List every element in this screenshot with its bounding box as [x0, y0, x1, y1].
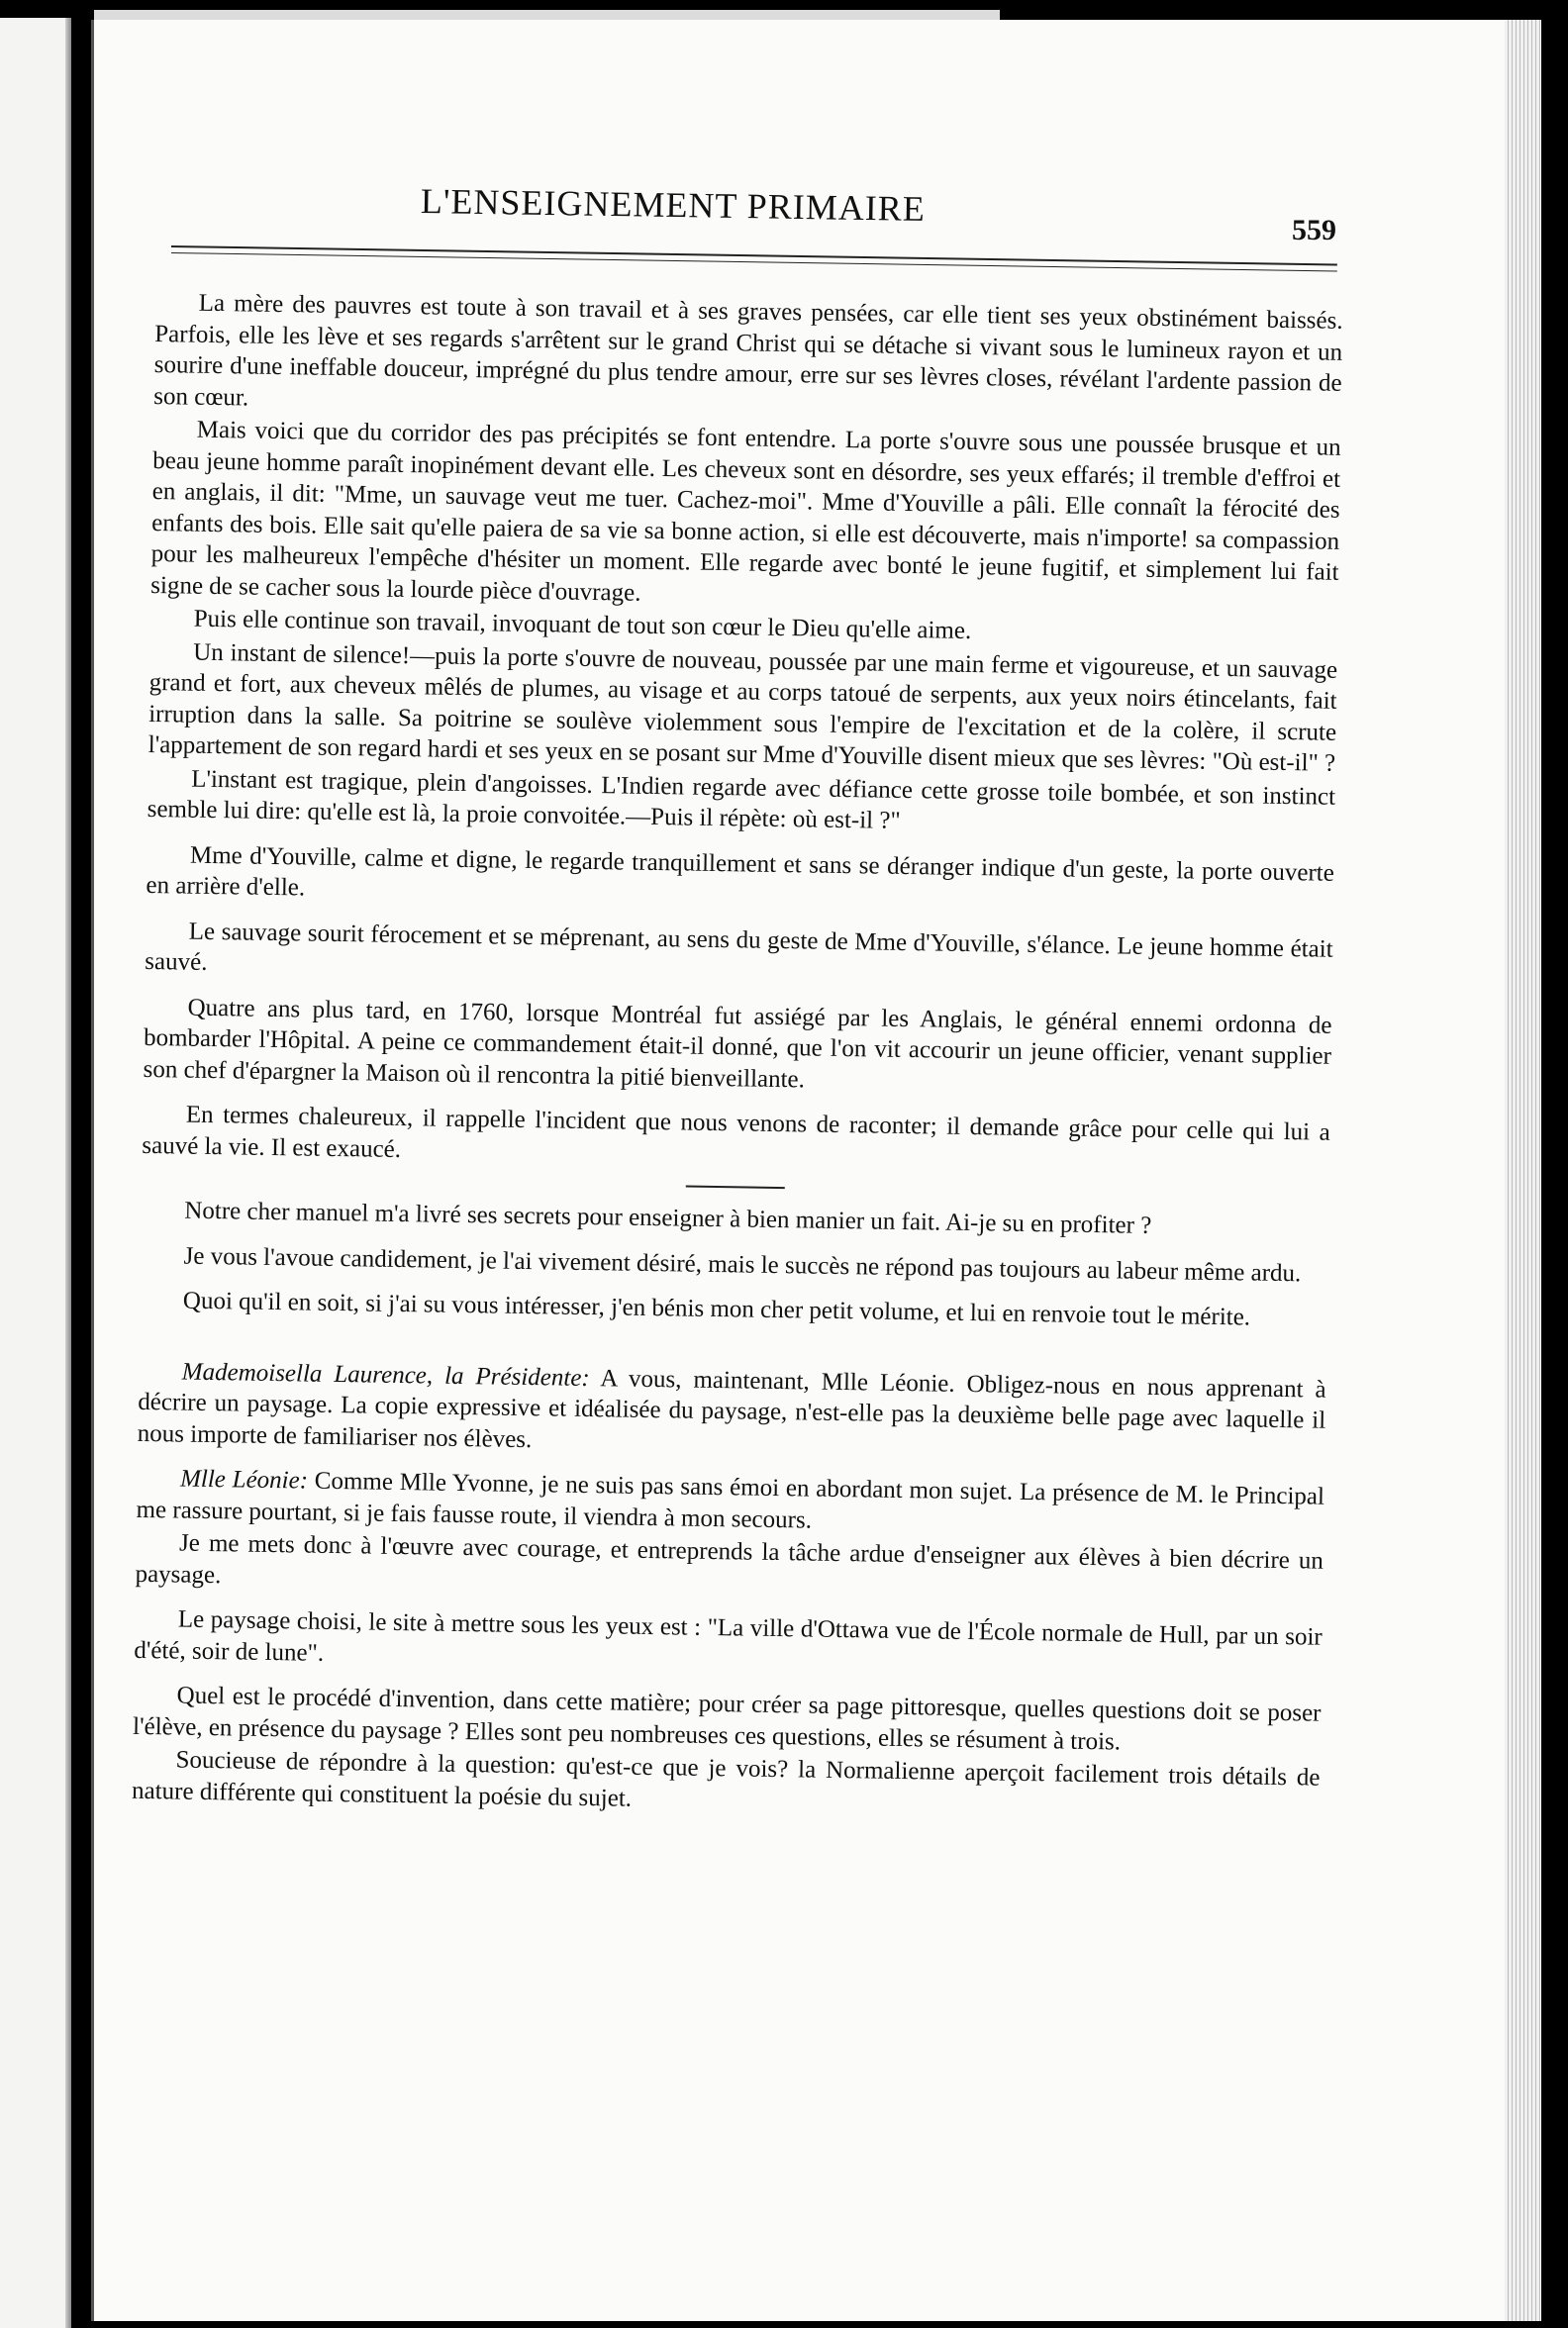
paragraph: Soucieuse de répondre à la question: qu'est-ce que je vois? la Normalienne aperçoit facilement trois détails de nature différente qui constituent la poésie du sujet.	[131, 1746, 1321, 1812]
adjacent-page-edge	[0, 18, 71, 2328]
paragraph: Notre cher manuel m'a livré ses secrets pour enseigner à bien manier un fait. Ai-je su en profiter ?	[184, 1197, 1152, 1239]
page-header	[94, 158, 1541, 246]
running-title: L'ENSEIGNEMENT PRIMAIRE	[420, 181, 927, 230]
page-stack-edge	[1505, 20, 1540, 2321]
paragraph: L'instant est tragique, plein d'angoisses. L'Indien regarde avec défiance cette grosse toile bombée, et son instinct semble lui dire: qu'elle est là, la proie convoitée.—Puis il répète: où est-il ?"	[147, 765, 1336, 834]
paragraph: Le sauvage sourit férocement et se méprenant, au sens du geste de Mme d'Youville, s'élance. Le jeune homme était sauvé.	[145, 918, 1333, 976]
paragraph: Un instant de silence!—puis la porte s'ouvre de nouveau, poussée par une main ferme et vigoureuse, et un sauvage grand et fort, aux cheveux mêlés de plumes, au visage et au corps tatoué de serpents, aux yeux noirs étincelants, fait irruption dans la salle. Sa poitrine se soulève violemment sous l'empire de l'excitation et de la colère, il scrute l'appartement de son regard hardi et ses yeux en se posant sur Mme d'Youville disent mieux que ses lèvres: "Où est-il" ?	[147, 638, 1338, 777]
speaker-name: Mlle Léonie:	[179, 1465, 309, 1495]
paragraph: Je vous l'avoue candidement, je l'ai vivement désiré, mais le succès ne répond pas toujours au labeur même ardu.	[183, 1242, 1302, 1287]
speaker-name: Mademoisella Laurence, la Présidente:	[181, 1358, 590, 1392]
binding-shadow	[65, 18, 71, 2328]
paragraph: Mais voici que du corridor des pas précipités se font entendre. La porte s'ouvre sous une poussée brusque et un beau jeune homme paraît inopinément devant elle. Les cheveux sont en désordre, ses yeux effarés; il tremble d'effroi et en anglais, il dit: "Mme, un sauvage veut me tuer. Cachez-moi". Mme d'Youville a pâli. Elle connaît la férocité des enfants des bois. Elle sait qu'elle paiera de sa vie sa bonne action, si elle est découverte, mais n'importe! sa compassion pour les malheureux l'empêche d'hésiter un moment. Elle regarde avec bonté le jeune fugitif, et simplement lui fait signe de se cacher sous la lourde pièce d'ouvrage.	[150, 416, 1341, 607]
dialogue-text: A vous, maintenant, Mlle Léonie. Obligez-nous en nous apprenant à décrire un paysage. La copie expressive et idéalisée du paysage, n'est-elle pas la deuxième belle page avec laquelle il nous importe de familiariser nos élèves.	[137, 1364, 1326, 1453]
paragraph: La mère des pauvres est toute à son travail et à ses graves pensées, car elle tient ses yeux obstinément baissés. Parfois, elle les lève et ses regards s'arrêtent sur le grand Christ qui se détache si vivant sous le lumineux rayon et un sourire d'une ineffable douceur, imprégné du plus tendre amour, erre sur ses lèvres closes, révélant l'ardente passion de son cœur.	[153, 289, 1343, 411]
paragraph: Quatre ans plus tard, en 1760, lorsque Montréal fut assiégé par les Anglais, le général ennemi ordonna de bombarder l'Hôpital. A peine ce commandement était-il donné, que l'on vit accourir un jeune officier, venant supplier son chef d'épargner la Maison où il rencontra la pitié bienveillante.	[143, 994, 1332, 1093]
book-page	[91, 20, 1541, 2321]
page-body	[132, 287, 1343, 1825]
paragraph: Le paysage choisi, le site à mettre sous les yeux est : "La ville d'Ottawa vue de l'École normale de Hull, par un soir d'été, soir de lune".	[134, 1605, 1323, 1667]
paragraph: Quoi qu'il en soit, si j'ai su vous intéresser, j'en bénis mon cher petit volume, et lui en renvoie tout le mérite.	[182, 1287, 1251, 1331]
dialogue-text: Comme Mlle Yvonne, je ne suis pas sans émoi en abordant mon sujet. La présence de M. le Principal me rassure pourtant, si je fais fausse route, il viendra à mon secours.	[136, 1467, 1325, 1534]
paragraph: Je me mets donc à l'œuvre avec courage, et entreprends la tâche ardue d'enseigner aux élèves à bien décrire un paysage.	[135, 1529, 1324, 1589]
dialogue-paragraph	[138, 1355, 1326, 1467]
paragraph: En termes chaleureux, il rappelle l'incident que nous venons de raconter; il demande grâce pour celle qui lui a sauvé la vie. Il est exaucé.	[142, 1101, 1330, 1163]
paragraph: Quel est le procédé d'invention, dans cette matière; pour créer sa page pittoresque, quelles questions doit se poser l'élève, en présence du paysage ? Elles sont peu nombreuses ces questions, elles se résument à trois.	[132, 1682, 1322, 1755]
paragraph: Mme d'Youville, calme et digne, le regarde tranquillement et sans se déranger indique d'un geste, la porte ouverte en arrière d'elle.	[146, 841, 1335, 902]
section-divider	[686, 1186, 785, 1190]
page-number: 559	[1292, 214, 1336, 246]
paragraph: Puis elle continue son travail, invoquant de tout son cœur le Dieu qu'elle aime.	[193, 605, 972, 644]
